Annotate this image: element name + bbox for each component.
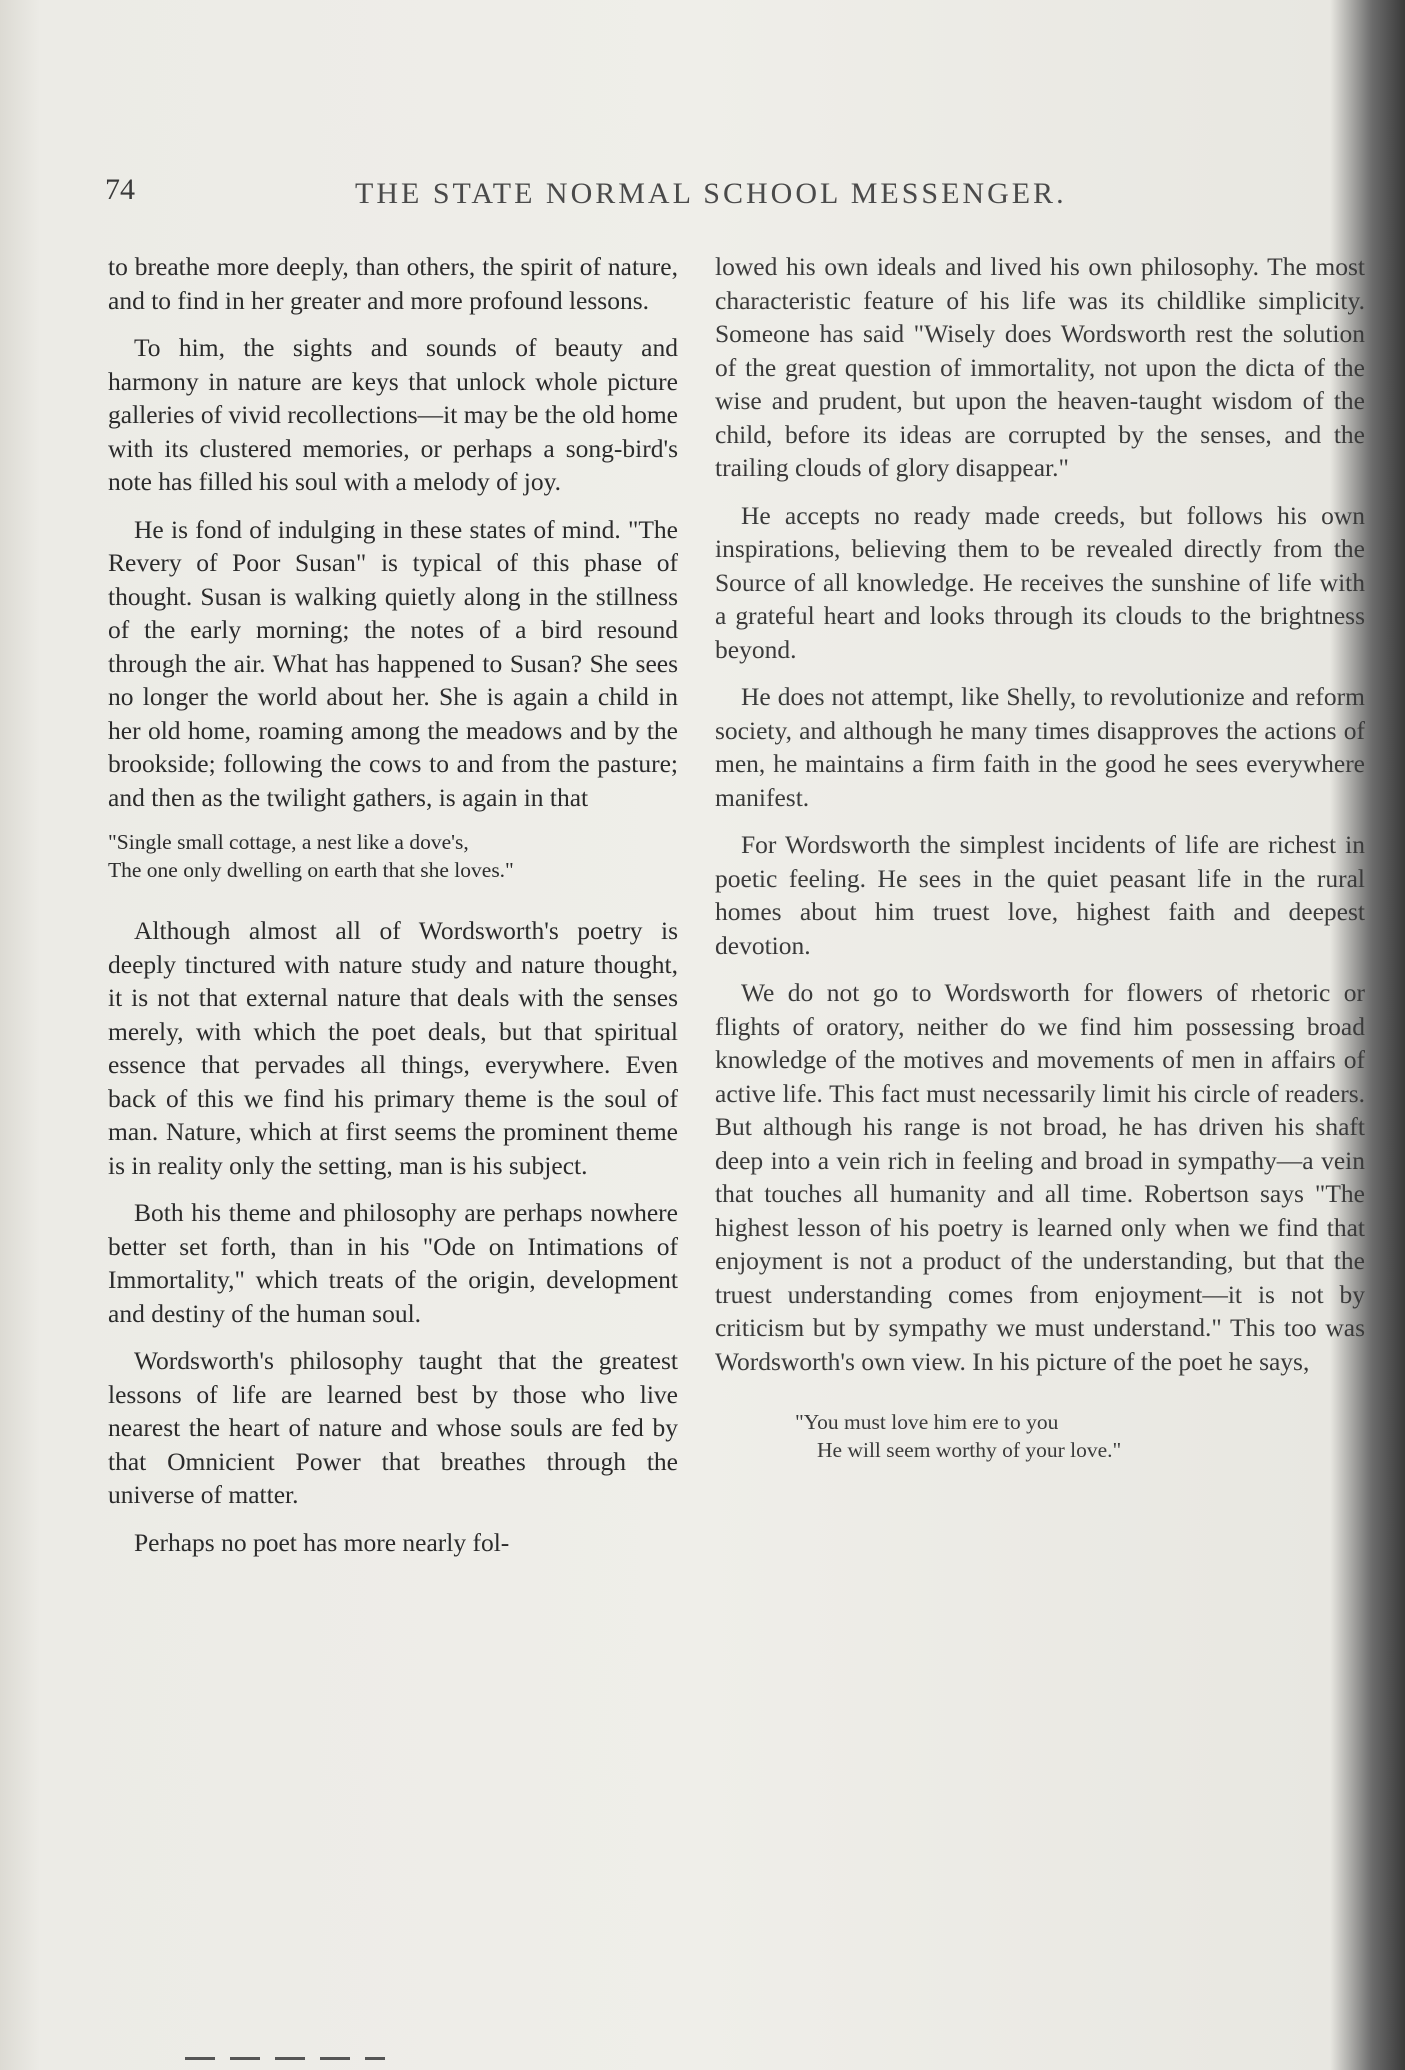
paragraph: He accepts no ready made creeds, but follows his own inspirations, believing them to be revealed directly from the Source of all knowledge. He receives the sunshine of life with a grateful heart and looks through its clouds to the brightness beyond. <box>715 500 1365 664</box>
verse-line: "Single small cottage, a nest like a dove's, <box>108 830 469 854</box>
paragraph: He does not attempt, like Shelly, to revolutionize and reform society, and although he many times disapproves the actions of men, he maintains a firm faith in the good he sees everywhere manifest. <box>715 682 1365 812</box>
verse-quote <box>108 828 678 884</box>
page-number: 74 <box>105 173 135 206</box>
paragraph: For Wordsworth the simplest incidents of life are richest in poetic feeling. He sees in the quiet peasant life in the rural homes about him truest love, highest faith and deepest devotion. <box>715 830 1365 960</box>
verse-line: He will seem worthy of your love." <box>817 1438 1122 1462</box>
page-header <box>105 173 1115 223</box>
paragraph: Both his theme and philosophy are perhaps nowhere better set forth, than in his "Ode on Intimations of Immortality," which treats of the origin, development and destiny of the human soul. <box>108 1198 678 1328</box>
verse-line: The one only dwelling on earth that she loves." <box>108 858 514 882</box>
verse-quote <box>795 1408 1365 1464</box>
scan-artifact-rule <box>185 2057 385 2060</box>
paragraph: We do not go to Wordsworth for flowers of rhetoric or flights of oratory, neither do we find him possessing broad knowledge of the motives and movements of men in affairs of active life. This fact must necessarily limit his circle of readers. But although his range is not broad, he has driven his shaft deep into a vein rich in feeling and broad in sympathy—a vein that touches all humanity and all time. Robertson says "The highest lesson of his poetry is learned only when we find that enjoyment is not a product of the understanding, but that the truest understanding comes from enjoyment—it is not by criticism but by sympathy we must understand." This too was Wordsworth's own view. In his picture of the poet he says, <box>715 978 1365 1376</box>
verse-line: "You must love him ere to you <box>795 1410 1059 1434</box>
paragraph: lowed his own ideals and lived his own philosophy. The most characteristic feature of his life was its childlike simplicity. Someone has said "Wisely does Wordsworth rest the solution of the great question of immortality, not upon the dicta of the wise and prudent, but upon the heaven-taught wisdom of the child, before its ideas are corrupted by the senses, and the trailing clouds of glory disappear." <box>715 252 1365 482</box>
paragraph: to breathe more deeply, than others, the spirit of nature, and to find in her greater and more profound lessons. <box>108 252 678 315</box>
right-column <box>715 250 1365 1464</box>
left-column <box>108 250 678 1573</box>
running-head: THE STATE NORMAL SCHOOL MESSENGER. <box>355 177 1067 210</box>
paragraph: Perhaps no poet has more nearly fol- <box>134 1527 510 1557</box>
paragraph: Wordsworth's philosophy taught that the greatest lessons of life are learned best by those who live nearest the heart of nature and whose souls are fed by that Omnicient Power that breathes through the universe of matter. <box>108 1346 678 1509</box>
paragraph: He is fond of indulging in these states of mind. "The Revery of Poor Susan" is typical of this phase of thought. Susan is walking quietly along in the stillness of the early morning; the notes of a bird resound through the air. What has happened to Susan? She sees no longer the world about her. She is again a child in her old home, roaming among the meadows and by the brookside; following the cows to and from the pasture; and then as the twilight gathers, is again in that <box>108 514 678 812</box>
paragraph: Although almost all of Wordsworth's poetry is deeply tinctured with nature study and nature thought, it is not that external nature that deals with the senses merely, with which the poet deals, but that spiritual essence that pervades all things, everywhere. Even back of this we find his primary theme is the soul of man. Nature, which at first seems the prominent theme is in reality only the setting, man is his subject. <box>108 916 678 1180</box>
paragraph: To him, the sights and sounds of beauty and harmony in nature are keys that unlock whole picture galleries of vivid recollections—it may be the old home with its clustered memories, or perhaps a song-bird's note has filled his soul with a melody of joy. <box>108 333 678 496</box>
